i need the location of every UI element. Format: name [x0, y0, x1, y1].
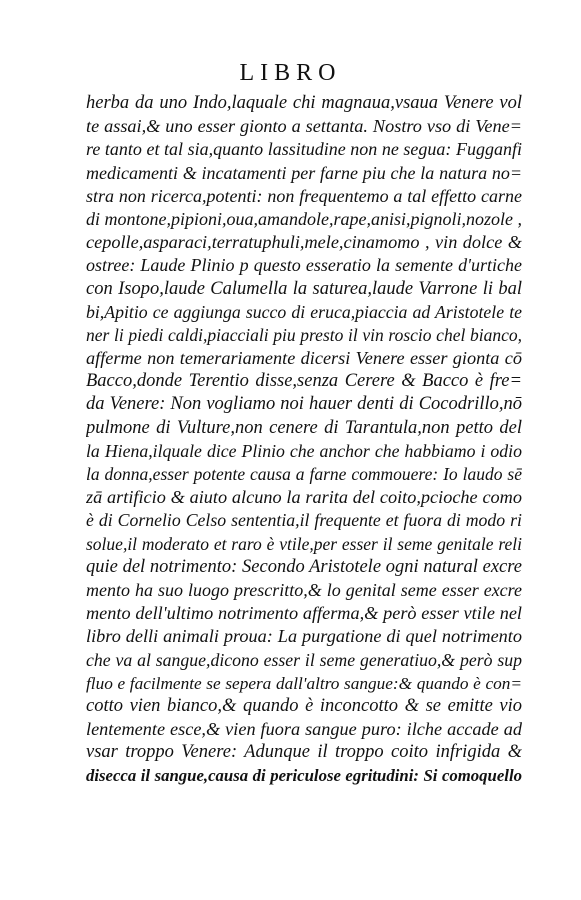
text-line: stra non ricerca,potenti: non frequentemo a tal effetto carne [86, 185, 522, 206]
page-header: LIBRO [239, 60, 342, 86]
text-line: è di Cornelio Celso sententia,il frequente et fuora di modo ri [86, 510, 522, 531]
text-line: libro delli animali proua: La purgatione di quel notrimento [86, 626, 522, 647]
text-line: ostree: Laude Plinio p questo esseratio la semente d'urtiche [86, 255, 522, 276]
text-line: herba da uno Indo,laquale chi magnaua,vsaua Venere vol [86, 93, 522, 113]
text-line: con Isopo,laude Calumella la saturea,laude Varrone li bal [86, 278, 522, 299]
text-line: da Venere: Non vogliamo noi hauer denti di Cocodrillo,nō [86, 394, 522, 415]
text-line: mento dell'ultimo notrimento afferma,& però esser vtile nel [86, 603, 522, 624]
text-line: la Hiena,ilquale dice Plinio che anchor che habbiamo i odio [86, 440, 522, 461]
text-line: Bacco,donde Terentio disse,senza Cerere & Bacco è fre= [86, 371, 522, 392]
text-line: mento ha suo luogo prescritto,& lo genital seme esser excre [86, 579, 522, 600]
text-line: di montone,pipioni,oua,amandole,rape,anisi,pignoli,nozole , [86, 208, 522, 229]
text-line: solue,il moderato et raro è vtile,per esser il seme genitale reli [86, 533, 522, 554]
text-line: disecca il sangue,causa di periculose egritudini: Si comoquello [86, 766, 522, 786]
text-line: zā artificio & aiuto alcuno la rarita del coito,pcioche como [86, 487, 522, 508]
text-line: fluo e facilmente se sepera dall'altro sangue:& quando è con= [86, 673, 522, 693]
text-line: pulmone di Vulture,non cenere di Tarantula,non petto del [86, 417, 522, 438]
text-line: ner li piedi caldi,piacciali piu presto il vin roscio chel bianco, [86, 324, 522, 345]
body-text [86, 92, 522, 788]
text-line: cotto vien bianco,& quando è inconcotto & se emitte vio [86, 695, 522, 716]
text-line: quie del notrimento: Secondo Aristotele ogni natural excre [86, 556, 522, 577]
text-line: lentemente esce,& vien fuora sangue puro: ilche accade ad [86, 719, 522, 740]
text-line: te assai,& uno esser gionto a settanta. Nostro vso di Vene= [86, 116, 522, 137]
text-line: la donna,esser potente causa a farne commouere: Io laudo sē [86, 464, 522, 484]
text-line: medicamenti & incatamenti per farne piu che la natura no= [86, 162, 522, 183]
text-line: re tanto et tal sia,quanto lassitudine non ne segua: Fugganfi [86, 139, 522, 160]
text-line: che va al sangue,dicono esser il seme generatiuo,& però sup [86, 649, 522, 670]
text-line: bi,Apitio ce aggiunga succo di eruca,piaccia ad Aristotele te [86, 301, 522, 322]
text-line: vsar troppo Venere: Adunque il troppo coito infrigida & [86, 742, 522, 763]
text-line: afferme non temerariamente dicersi Venere esser gionta cō [86, 348, 522, 369]
text-line: cepolle,asparaci,terratuphuli,mele,cinamomo , vin dolce & [86, 232, 522, 253]
